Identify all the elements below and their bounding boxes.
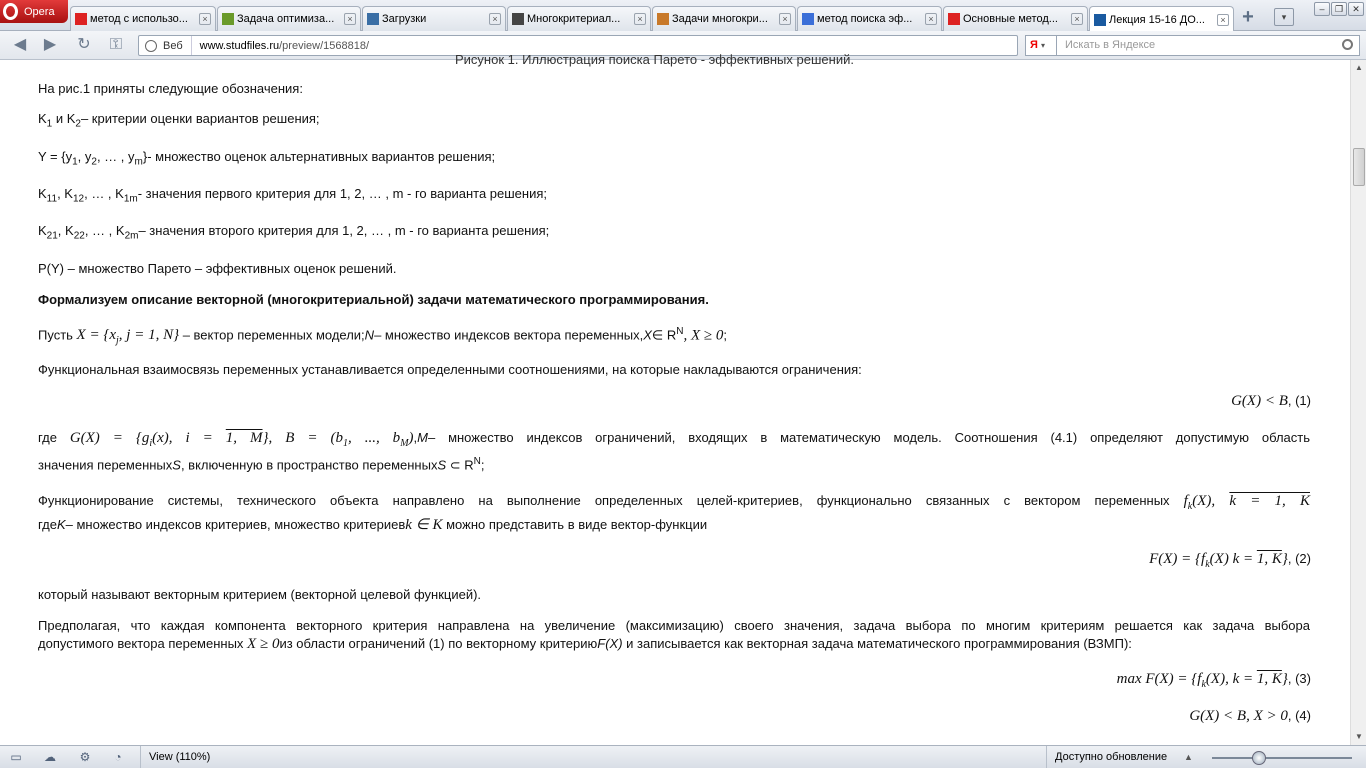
zoom-slider-track[interactable] xyxy=(1212,757,1352,759)
panel-toggle-icon[interactable]: ▭ xyxy=(10,750,22,764)
update-arrow-icon[interactable]: ▲ xyxy=(1184,752,1193,762)
tab-6[interactable] xyxy=(797,6,942,31)
tab-close-icon[interactable]: × xyxy=(344,13,356,25)
view-zoom-label[interactable]: View (110%) xyxy=(140,746,210,768)
forward-arrow-icon[interactable]: ▶ xyxy=(43,36,57,53)
tab-label: Лекция 15-16 ДО... xyxy=(1109,13,1205,26)
tab-label: Задачи многокри... xyxy=(672,13,768,25)
scrollbar-thumb[interactable] xyxy=(1353,148,1365,186)
tab-4[interactable] xyxy=(507,6,651,31)
tab-1[interactable] xyxy=(70,6,216,31)
vertical-scrollbar[interactable] xyxy=(1350,60,1366,745)
tab-label: Многокритериал... xyxy=(527,13,621,25)
paragraph-pareto: P(Y) – множество Парето – эффективных оценок решений. xyxy=(38,261,397,276)
equation-1: G(X) < B, (1) xyxy=(1231,393,1311,409)
turbo-icon[interactable]: ⚙ xyxy=(79,750,91,764)
downloads-icon xyxy=(367,13,379,25)
status-bar xyxy=(0,745,1366,768)
tab-close-icon[interactable]: × xyxy=(199,13,211,25)
closed-tabs-button[interactable]: ▾ xyxy=(1274,8,1294,26)
globe-icon xyxy=(145,40,157,52)
tab-5[interactable] xyxy=(652,6,796,31)
paragraph-k1-values: $K_{11}$, $K_{12}$, … , $K_{1m}-$ значения первого критерия для 1, 2, … , m - го варианта решения; xyxy=(38,186,547,205)
close-window-button[interactable]: ✕ xyxy=(1348,2,1364,16)
site-icon xyxy=(948,13,960,25)
tab-7[interactable] xyxy=(943,6,1088,31)
new-tab-button[interactable]: + xyxy=(1242,6,1254,28)
paragraph-where-g-2: значения переменныхS, включенную в пространство переменныхS ⊂ $R^N$; xyxy=(38,456,485,473)
scroll-up-arrow-icon[interactable]: ▲ xyxy=(1355,63,1363,72)
tab-label: Основные метод... xyxy=(963,13,1058,25)
tab-3[interactable] xyxy=(362,6,506,31)
search-input[interactable] xyxy=(1056,35,1360,56)
paragraph-vector-criterion: который называют векторным критерием (векторной целевой функцией). xyxy=(38,587,482,602)
equation-4: G(X) < B, X > 0, (4) xyxy=(1189,708,1311,724)
tab-8[interactable] xyxy=(1089,6,1234,32)
bookshelf-icon xyxy=(222,13,234,25)
google-icon xyxy=(802,13,814,25)
reload-icon[interactable]: ↻ xyxy=(77,36,91,53)
equation-3: $\max F(X) = \{f_k(X)$, k = 1, K}, (3) xyxy=(1116,671,1311,690)
opera-menu-label: Opera xyxy=(24,5,55,18)
paragraph-variables: Пусть $X = \{x_j$, j = 1, N} – вектор переменных модели;N– множество индексов вектора переменных,X∈ $R^N$, X ≥ 0; xyxy=(38,326,727,347)
site-icon xyxy=(657,13,669,25)
opera-menu-button[interactable] xyxy=(0,0,68,23)
zoom-slider-thumb[interactable] xyxy=(1252,751,1266,765)
paragraph-k-criteria: $K_1$ и $K_2-$ критерии оценки вариантов решения; xyxy=(38,111,320,130)
search-placeholder: Искать в Яндексе xyxy=(1065,39,1156,51)
figure-caption: Рисунок 1. Иллюстрация поиска Парето - эффективных решений. xyxy=(455,52,854,67)
paragraph-assuming-2: допустимого вектора переменных X ≥ 0из области ограничений (1) по векторному критериюF(X) и записывается как векторная задача математического программирования (ВЗМП): xyxy=(38,636,1132,652)
url-text[interactable] xyxy=(192,40,369,52)
paragraph-k2-values: $K_{21}$, $K_{22}$, … , $K_{2m}-$ значения второго критерия для 1, 2, … , m - го варианта решения; xyxy=(38,223,550,242)
yandex-logo-icon: Я xyxy=(1030,39,1038,51)
studfiles-icon xyxy=(1094,14,1106,26)
paragraph-assuming: Предполагая, что каждая компонента векторного критерия направлена на увеличение (максимизацию) своего значения, задача выбора по многим критериям решается как задача выбора xyxy=(38,618,1310,633)
search-engine-selector[interactable]: Я ▾ xyxy=(1025,35,1057,56)
equation-2: $F(X) = \{f_k(X) k = 1$, K}, (2) xyxy=(1149,551,1311,570)
tab-close-icon[interactable]: × xyxy=(1217,14,1229,26)
paragraph-functional: Функциональная взаимосвязь переменных устанавливается определенными соотношениями, на которые накладываются ограничения: xyxy=(38,362,862,377)
site-info-button[interactable] xyxy=(139,36,192,55)
unite-cloud-icon[interactable]: ☁ xyxy=(44,750,56,764)
paragraph-functioning: Функционирование системы, технического объекта направлено на выполнение определенных целей-критериев, функционально связанных с вектором переменных $f_k(X)$, k = 1, K xyxy=(38,493,1310,512)
paragraph-y-set: $Y = \{y_1$, $y_2$, … , $y_m\}-$ множество оценок альтернативных вариантов решения; xyxy=(38,149,496,168)
url-path: /preview/1568818/ xyxy=(279,39,370,52)
page-content xyxy=(0,52,1350,745)
tab-label: метод с использо... xyxy=(90,13,188,25)
site-info-label: Веб xyxy=(163,39,183,52)
tab-label: Загрузки xyxy=(382,13,427,25)
key-icon[interactable]: ⚿ xyxy=(109,36,123,53)
tab-close-icon[interactable]: × xyxy=(1071,13,1083,25)
tab-close-icon[interactable]: × xyxy=(925,13,937,25)
update-available-label[interactable]: Доступно обновление xyxy=(1046,746,1167,768)
yandex-icon xyxy=(75,13,87,25)
paragraph-intro: На рис.1 приняты следующие обозначения: xyxy=(38,81,303,96)
tab-close-icon[interactable]: × xyxy=(779,13,791,25)
tab-label: Задача оптимиза... xyxy=(237,13,335,25)
paragraph-bold-heading: Формализуем описание векторной (многокритериальной) задачи математического программирования. xyxy=(38,292,709,307)
paragraph-functioning-2: гдеK– множество индексов критериев, множество критериевk ∈ K можно представить в виде вектор-функции xyxy=(38,517,708,533)
back-arrow-icon[interactable]: ◀ xyxy=(13,36,27,53)
tab-label: метод поиска эф... xyxy=(817,13,913,25)
minimize-button[interactable]: – xyxy=(1314,2,1330,16)
speed-icon[interactable]: ◔ xyxy=(114,750,122,764)
scroll-down-arrow-icon[interactable]: ▼ xyxy=(1355,732,1363,741)
tab-bar xyxy=(0,0,1366,31)
url-domain: www.studfiles.ru xyxy=(199,39,280,52)
opera-logo-icon xyxy=(3,3,18,20)
tab-close-icon[interactable]: × xyxy=(489,13,501,25)
search-icon[interactable] xyxy=(1342,39,1353,50)
wikipedia-icon xyxy=(512,13,524,25)
paragraph-where-g: где $G(X) = \{g_i(x)$, i = 1, M}, $B = (b_1$, ..., $b_M),M-$ множество индексов ограничений, входящих в математическую модель. Соотношения (4.1) определяют допустимую область xyxy=(38,430,1311,449)
tab-close-icon[interactable]: × xyxy=(634,13,646,25)
tab-2[interactable] xyxy=(217,6,361,31)
restore-button[interactable]: ❐ xyxy=(1331,2,1347,16)
